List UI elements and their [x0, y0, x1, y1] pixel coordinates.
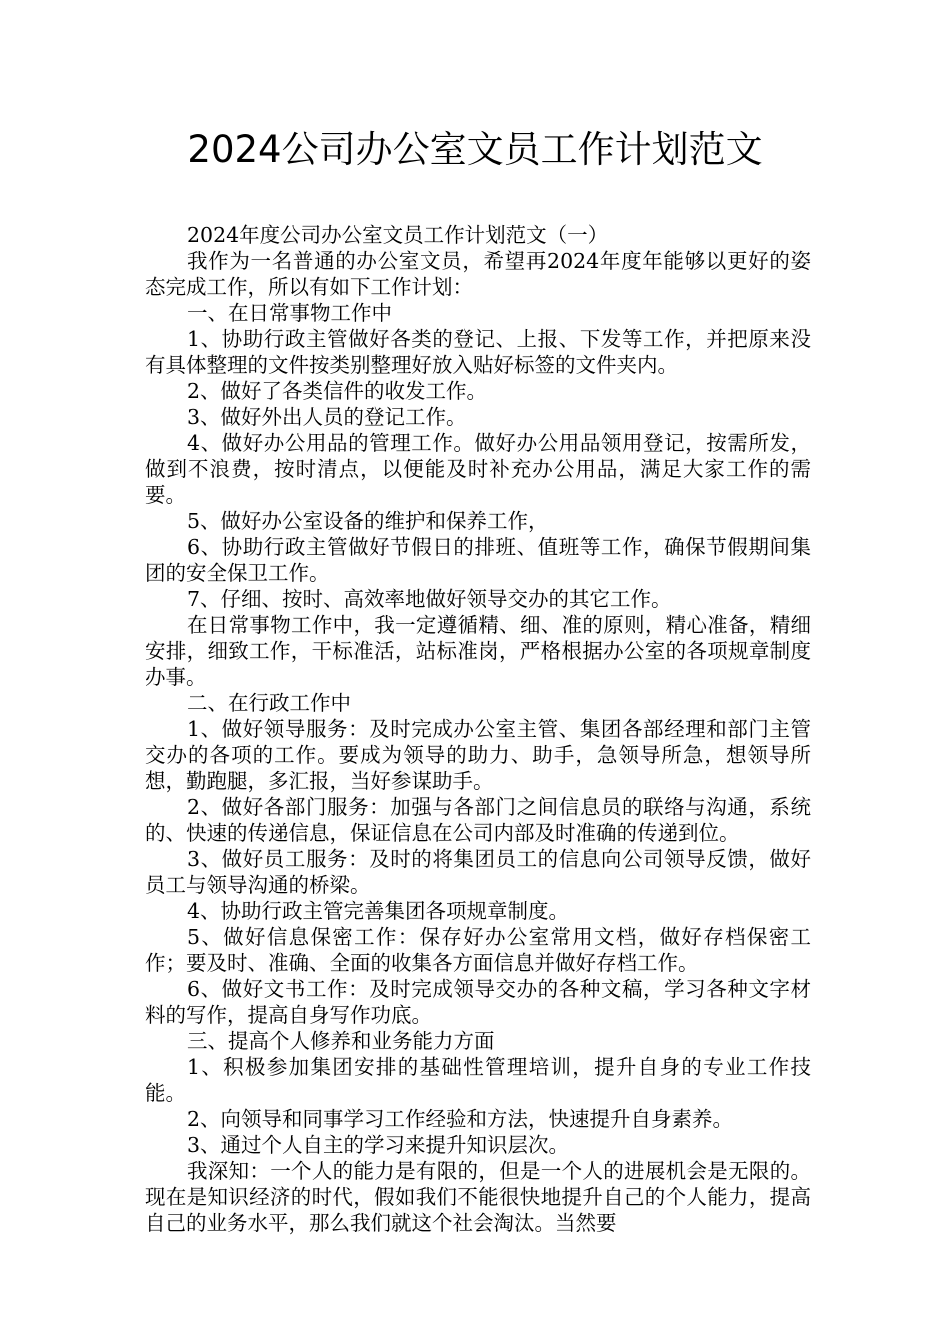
- paragraph: 3、做好外出人员的登记工作。: [187, 405, 467, 429]
- paragraph: 1、协助行政主管做好各类的登记、上报、下发等工作，并把原来没有具体整理的文件按类别整理好放入贴好标签的文件夹内。: [145, 327, 811, 377]
- section-heading: 三、提高个人修养和业务能力方面: [187, 1029, 495, 1053]
- section-heading: 一、在日常事物工作中: [187, 301, 392, 325]
- document-body: [145, 222, 811, 1236]
- paragraph: 在日常事物工作中，我一定遵循精、细、准的原则，精心准备，精细安排，细致工作，干标准活，站标准岗，严格根据办公室的各项规章制度办事。: [145, 613, 811, 689]
- paragraph: 1、积极参加集团安排的基础性管理培训，提升自身的专业工作技能。: [145, 1055, 811, 1105]
- paragraph: 1、做好领导服务：及时完成办公室主管、集团各部经理和部门主管交办的各项的工作。要成为领导的助力、助手，急领导所急，想领导所想，勤跑腿，多汇报，当好参谋助手。: [145, 717, 811, 793]
- paragraph: 7、仔细、按时、高效率地做好领导交办的其它工作。: [187, 587, 672, 611]
- paragraph: 6、协助行政主管做好节假日的排班、值班等工作，确保节假期间集团的安全保卫工作。: [145, 535, 811, 585]
- paragraph: 5、做好信息保密工作：保存好办公室常用文档，做好存档保密工作；要及时、准确、全面的收集各方面信息并做好存档工作。: [145, 925, 811, 975]
- paragraph: 2024年度公司办公室文员工作计划范文（一）: [187, 223, 609, 247]
- section-heading: 二、在行政工作中: [187, 691, 351, 715]
- document-title: 2024公司办公室文员工作计划范文: [187, 128, 763, 171]
- paragraph: 4、协助行政主管完善集团各项规章制度。: [187, 899, 570, 923]
- paragraph: 6、做好文书工作：及时完成领导交办的各种文稿，学习各种文字材料的写作，提高自身写作功底。: [145, 977, 811, 1027]
- paragraph: 我深知：一个人的能力是有限的，但是一个人的进展机会是无限的。现在是知识经济的时代，假如我们不能很快地提升自己的个人能力，提高自己的业务水平，那么我们就这个社会淘汰。当然要: [145, 1159, 811, 1235]
- paragraph: 2、做好各部门服务：加强与各部门之间信息员的联络与沟通，系统的、快速的传递信息，保证信息在公司内部及时准确的传递到位。: [145, 795, 811, 845]
- paragraph: 我作为一名普通的办公室文员，希望再2024年度年能够以更好的姿态完成工作，所以有如下工作计划：: [145, 249, 811, 299]
- paragraph: 3、做好员工服务：及时的将集团员工的信息向公司领导反馈，做好员工与领导沟通的桥梁。: [145, 847, 811, 897]
- paragraph: 4、做好办公用品的管理工作。做好办公用品领用登记，按需所发，做到不浪费，按时清点，以便能及时补充办公用品，满足大家工作的需要。: [145, 431, 811, 507]
- paragraph: 2、向领导和同事学习工作经验和方法，快速提升自身素养。: [187, 1107, 734, 1131]
- paragraph: 2、做好了各类信件的收发工作。: [187, 379, 488, 403]
- paragraph: 5、做好办公室设备的维护和保养工作，: [187, 509, 549, 533]
- paragraph: 3、通过个人自主的学习来提升知识层次。: [187, 1133, 570, 1157]
